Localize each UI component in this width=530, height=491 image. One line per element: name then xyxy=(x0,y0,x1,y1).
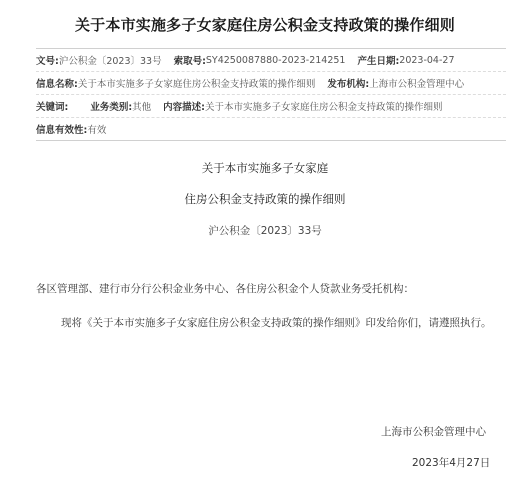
index-label: 索取号: xyxy=(173,56,206,67)
desc-value: 关于本市实施多子女家庭住房公积金支持政策的操作细则 xyxy=(204,102,443,113)
keywords-label: 关键词: xyxy=(36,102,69,113)
publisher-label: 发布机构: xyxy=(327,79,370,90)
date-label: 产生日期: xyxy=(357,56,400,67)
metadata-row-validity xyxy=(36,118,506,140)
validity-value: 有效 xyxy=(87,125,107,136)
publisher-value: 上海市公积金管理中心 xyxy=(369,79,465,90)
doc-no-value: 沪公积金〔2023〕33号 xyxy=(58,56,162,67)
doc-title-line2: 住房公积金支持政策的操作细则 xyxy=(184,192,346,206)
info-name-value: 关于本市实施多子女家庭住房公积金支持政策的操作细则 xyxy=(77,79,316,90)
index-value: SY4250087880-2023-214251 xyxy=(205,54,346,66)
page-title: 关于本市实施多子女家庭住房公积金支持政策的操作细则 xyxy=(74,16,455,34)
desc-label: 内容描述: xyxy=(163,102,205,113)
doc-number: 沪公积金〔2023〕33号 xyxy=(208,225,322,237)
metadata-table xyxy=(36,48,506,141)
doc-title-line1: 关于本市实施多子女家庭 xyxy=(201,161,329,175)
info-name-label: 信息名称: xyxy=(36,79,78,90)
signature: 上海市公积金管理中心 xyxy=(381,426,486,438)
body-paragraph: 现将《关于本市实施多子女家庭住房公积金支持政策的操作细则》印发给你们，请遵照执行。 xyxy=(61,317,492,329)
validity-label: 信息有效性: xyxy=(36,125,88,136)
recipients: 各区管理部、建行市分行公积金业务中心、各住房公积金个人贷款业务受托机构： xyxy=(36,283,414,295)
metadata-row-keywords xyxy=(36,95,506,118)
doc-no-label: 文号: xyxy=(36,56,59,67)
category-label: 业务类别: xyxy=(90,102,133,113)
sign-date: 2023年4月27日 xyxy=(412,457,491,469)
date-value: 2023-04-27 xyxy=(399,54,455,66)
metadata-row-docno xyxy=(36,49,506,72)
category-value: 其他 xyxy=(132,102,152,113)
metadata-row-info xyxy=(36,72,506,95)
